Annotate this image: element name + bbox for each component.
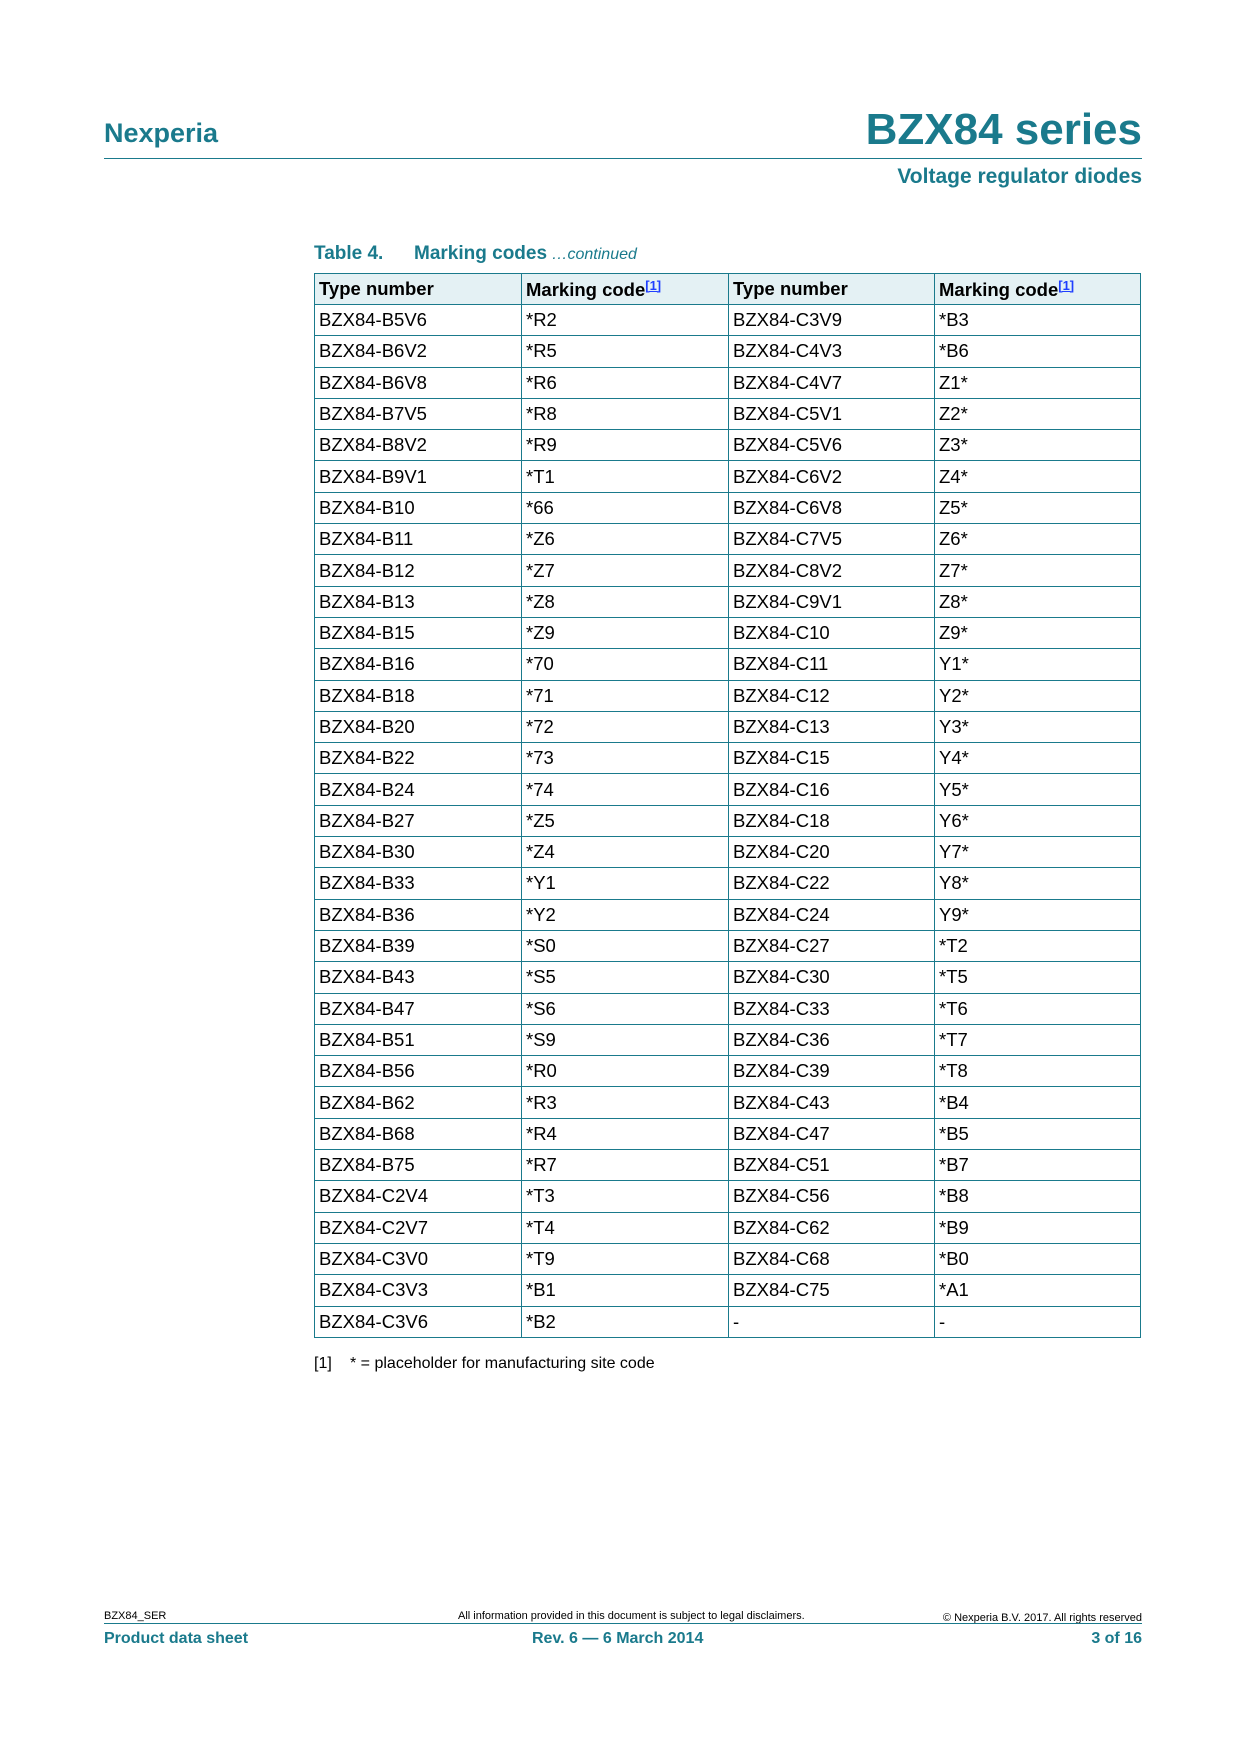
marking-code-cell: *B6 [935,336,1141,367]
type-number-cell: BZX84-B24 [315,774,522,805]
table-row [315,1306,1141,1337]
marking-code-cell: *66 [522,492,729,523]
type-number-cell: BZX84-C3V0 [315,1243,522,1274]
type-number-cell: BZX84-B5V6 [315,305,522,336]
type-number-cell: BZX84-C3V9 [729,305,935,336]
type-number-cell: BZX84-B56 [315,1056,522,1087]
marking-code-cell: Z1* [935,367,1141,398]
marking-code-cell: Y9* [935,899,1141,930]
table-row [315,711,1141,742]
marking-code-cell: Y5* [935,774,1141,805]
header-rule [104,158,1142,159]
footnote-ref: [1] [314,1355,332,1372]
marking-code-cell: *B4 [935,1087,1141,1118]
type-number-cell: BZX84-C4V3 [729,336,935,367]
marking-code-cell: *R4 [522,1118,729,1149]
table-row [315,1243,1141,1274]
type-number-cell: BZX84-C22 [729,868,935,899]
marking-code-cell: *R6 [522,367,729,398]
marking-code-cell: *Z7 [522,555,729,586]
type-number-cell: BZX84-B43 [315,962,522,993]
marking-code-cell: *71 [522,680,729,711]
marking-code-cell: *S0 [522,930,729,961]
marking-code-cell: *72 [522,711,729,742]
marking-code-cell: Z3* [935,430,1141,461]
table-row [315,993,1141,1024]
marking-code-cell: *B0 [935,1243,1141,1274]
type-number-cell: BZX84-C5V6 [729,430,935,461]
table-row [315,743,1141,774]
type-number-cell: BZX84-B6V2 [315,336,522,367]
footer-doc-id: BZX84_SER [104,1610,167,1622]
type-number-cell: BZX84-C39 [729,1056,935,1087]
type-number-cell: BZX84-B9V1 [315,461,522,492]
marking-code-cell: *Y1 [522,868,729,899]
type-number-cell: BZX84-B68 [315,1118,522,1149]
type-number-cell: BZX84-C43 [729,1087,935,1118]
table-row [315,837,1141,868]
marking-code-cell: Z7* [935,555,1141,586]
marking-code-cell: *B1 [522,1275,729,1306]
table-row [315,1118,1141,1149]
type-number-cell: BZX84-C30 [729,962,935,993]
type-number-cell: BZX84-C16 [729,774,935,805]
footer-doc-type: Product data sheet [104,1630,249,1647]
type-number-cell: BZX84-B27 [315,805,522,836]
table-row [315,649,1141,680]
table-caption [314,243,637,265]
table-row [315,367,1141,398]
table-name: Marking codes [414,243,548,264]
type-number-cell: BZX84-C51 [729,1150,935,1181]
type-number-cell: BZX84-C2V7 [315,1212,522,1243]
type-number-cell: BZX84-B7V5 [315,398,522,429]
marking-code-cell: *S5 [522,962,729,993]
marking-code-cell: *B5 [935,1118,1141,1149]
marking-code-cell: Z5* [935,492,1141,523]
header-type-number: Type number [729,274,935,305]
table-row [315,398,1141,429]
table-row [315,555,1141,586]
type-number-cell: BZX84-C7V5 [729,524,935,555]
marking-code-cell: *S6 [522,993,729,1024]
table-row [315,899,1141,930]
table-row [315,1275,1141,1306]
marking-code-cell: *B9 [935,1212,1141,1243]
type-number-cell: BZX84-C68 [729,1243,935,1274]
table-row [315,1150,1141,1181]
footer-legal: All information provided in this document is subject to legal disclaimers. [458,1610,805,1622]
type-number-cell: BZX84-C10 [729,617,935,648]
type-number-cell: BZX84-B15 [315,617,522,648]
marking-code-cell: *Z6 [522,524,729,555]
marking-code-cell: *T3 [522,1181,729,1212]
marking-code-cell: Z4* [935,461,1141,492]
marking-code-cell: *74 [522,774,729,805]
table-number: Table 4. [314,243,384,264]
header-type-number: Type number [315,274,522,305]
type-number-cell: BZX84-C3V3 [315,1275,522,1306]
marking-code-cell: *S9 [522,1024,729,1055]
type-number-cell: BZX84-C3V6 [315,1306,522,1337]
table-row [315,1181,1141,1212]
table-row [315,430,1141,461]
table-row [315,962,1141,993]
type-number-cell: BZX84-C15 [729,743,935,774]
marking-code-cell: *R8 [522,398,729,429]
type-number-cell: BZX84-B12 [315,555,522,586]
type-number-cell: BZX84-C9V1 [729,586,935,617]
type-number-cell: BZX84-C47 [729,1118,935,1149]
type-number-cell: BZX84-B33 [315,868,522,899]
type-number-cell: BZX84-B18 [315,680,522,711]
type-number-cell: BZX84-B20 [315,711,522,742]
footer-page-number: 3 of 16 [1091,1630,1142,1647]
type-number-cell: BZX84-C12 [729,680,935,711]
marking-code-cell: *R2 [522,305,729,336]
marking-code-cell: *R9 [522,430,729,461]
table-continued: …continued [547,246,637,263]
type-number-cell: BZX84-B6V8 [315,367,522,398]
marking-code-cell: *T6 [935,993,1141,1024]
marking-code-cell: *70 [522,649,729,680]
marking-code-cell: Y1* [935,649,1141,680]
type-number-cell: BZX84-C24 [729,899,935,930]
marking-code-cell: *T9 [522,1243,729,1274]
marking-code-cell: *B8 [935,1181,1141,1212]
marking-code-cell: *T5 [935,962,1141,993]
type-number-cell: BZX84-C56 [729,1181,935,1212]
marking-code-cell: Z9* [935,617,1141,648]
marking-code-cell: *B3 [935,305,1141,336]
footer-revision: Rev. 6 — 6 March 2014 [532,1630,704,1647]
type-number-cell: BZX84-B8V2 [315,430,522,461]
type-number-cell: BZX84-B13 [315,586,522,617]
marking-code-cell: *Z5 [522,805,729,836]
marking-code-cell: *T7 [935,1024,1141,1055]
table-row [315,461,1141,492]
type-number-cell: - [729,1306,935,1337]
table-header-row [315,274,1141,305]
marking-code-cell: *B7 [935,1150,1141,1181]
type-number-cell: BZX84-C62 [729,1212,935,1243]
type-number-cell: BZX84-B39 [315,930,522,961]
marking-code-cell: *Z9 [522,617,729,648]
marking-code-cell: *R5 [522,336,729,367]
marking-code-cell: *A1 [935,1275,1141,1306]
type-number-cell: BZX84-B47 [315,993,522,1024]
marking-code-cell: *T2 [935,930,1141,961]
marking-code-cell: Z2* [935,398,1141,429]
type-number-cell: BZX84-B30 [315,837,522,868]
table-row [315,930,1141,961]
table-row [315,586,1141,617]
marking-code-cell: Y8* [935,868,1141,899]
marking-code-cell: Y4* [935,743,1141,774]
product-series-title: BZX84 series [865,105,1142,154]
footer-copyright: © Nexperia B.V. 2017. All rights reserved [942,1612,1142,1624]
footnote-text: * = placeholder for manufacturing site code [350,1355,655,1372]
type-number-cell: BZX84-B36 [315,899,522,930]
marking-code-cell: *T8 [935,1056,1141,1087]
table-row [315,680,1141,711]
footnote [314,1355,655,1373]
type-number-cell: BZX84-B75 [315,1150,522,1181]
type-number-cell: BZX84-C11 [729,649,935,680]
marking-code-cell: *T1 [522,461,729,492]
marking-code-cell: *R0 [522,1056,729,1087]
type-number-cell: BZX84-C33 [729,993,935,1024]
marking-code-cell: Y6* [935,805,1141,836]
table-row [315,1056,1141,1087]
type-number-cell: BZX84-C13 [729,711,935,742]
table-row [315,1212,1141,1243]
table-row [315,336,1141,367]
marking-code-cell: *Z8 [522,586,729,617]
table-row [315,1087,1141,1118]
header-marking-code: Marking code[1] [522,274,729,305]
type-number-cell: BZX84-C20 [729,837,935,868]
marking-code-cell: Y7* [935,837,1141,868]
marking-code-cell: *T4 [522,1212,729,1243]
marking-code-cell: *73 [522,743,729,774]
table-row [315,617,1141,648]
type-number-cell: BZX84-B11 [315,524,522,555]
marking-code-cell: Y2* [935,680,1141,711]
header-marking-code: Marking code[1] [935,274,1141,305]
table-row [315,774,1141,805]
table-row [315,524,1141,555]
type-number-cell: BZX84-B62 [315,1087,522,1118]
marking-code-cell: Y3* [935,711,1141,742]
type-number-cell: BZX84-B16 [315,649,522,680]
company-brand: Nexperia [104,118,219,148]
type-number-cell: BZX84-C5V1 [729,398,935,429]
marking-code-cell: *Z4 [522,837,729,868]
type-number-cell: BZX84-C36 [729,1024,935,1055]
marking-code-cell: *R3 [522,1087,729,1118]
table-row [315,492,1141,523]
table-row [315,805,1141,836]
table-row [315,305,1141,336]
type-number-cell: BZX84-B10 [315,492,522,523]
marking-codes-table [314,273,1141,1338]
type-number-cell: BZX84-C4V7 [729,367,935,398]
type-number-cell: BZX84-C75 [729,1275,935,1306]
type-number-cell: BZX84-B51 [315,1024,522,1055]
footer-rule [104,1623,1142,1624]
type-number-cell: BZX84-C18 [729,805,935,836]
type-number-cell: BZX84-C6V8 [729,492,935,523]
type-number-cell: BZX84-C27 [729,930,935,961]
table-row [315,1024,1141,1055]
marking-code-cell: - [935,1306,1141,1337]
footnote-link[interactable]: [1] [645,277,662,293]
marking-code-cell: Z8* [935,586,1141,617]
type-number-cell: BZX84-C8V2 [729,555,935,586]
marking-code-cell: *R7 [522,1150,729,1181]
product-subtitle: Voltage regulator diodes [897,165,1142,188]
marking-code-cell: Z6* [935,524,1141,555]
table-row [315,868,1141,899]
footnote-link[interactable]: [1] [1058,277,1075,293]
type-number-cell: BZX84-C2V4 [315,1181,522,1212]
marking-code-cell: *B2 [522,1306,729,1337]
marking-code-cell: *Y2 [522,899,729,930]
type-number-cell: BZX84-B22 [315,743,522,774]
type-number-cell: BZX84-C6V2 [729,461,935,492]
